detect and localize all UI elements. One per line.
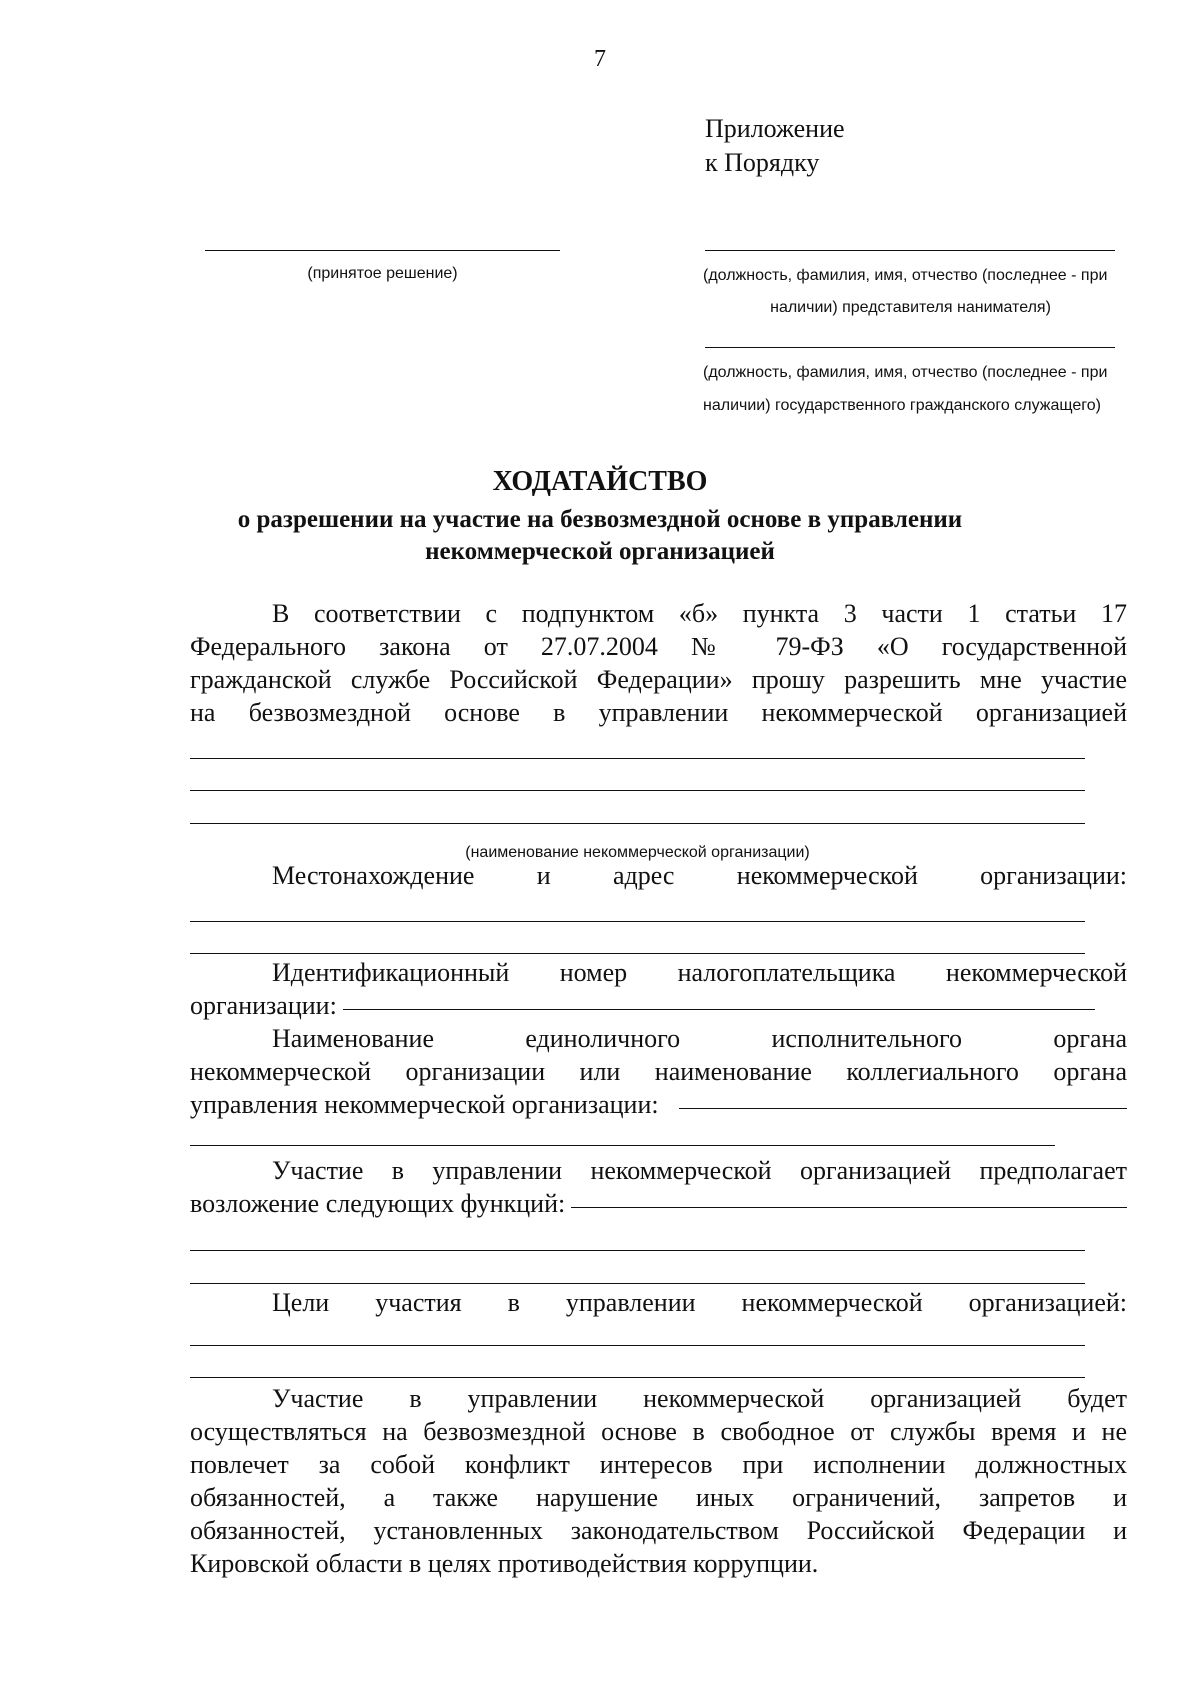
p7-line-5: обязанностей, установленных законодательством Российской Федерации и <box>190 1516 1127 1545</box>
p3-line-1: Идентификационный номер налогоплательщика некоммерческой <box>272 958 1127 987</box>
p7-line-4: обязанностей, а также нарушение иных ограничений, запретов и <box>190 1483 1127 1512</box>
p4-line-3-row <box>190 1089 1127 1121</box>
document-subtitle <box>0 504 1200 568</box>
p1-line-2: Федерального закона от 27.07.2004 № 79-ФЗ «О государственной <box>190 632 1127 661</box>
org-name-line-2[interactable] <box>190 790 1085 791</box>
p7-line-6: Кировской области в целях противодействия коррупции. <box>190 1549 819 1578</box>
p7-line-3: повлечет за собой конфликт интересов при исполнении должностных <box>190 1450 1127 1479</box>
p4-line-2: некоммерческой организации или наименование коллегиального органа <box>190 1057 1127 1086</box>
functions-line-1[interactable] <box>571 1207 1127 1208</box>
appendix-note <box>705 112 845 180</box>
p7-line-2: осуществляться на безвозмездной основе в свободное от службы время и не <box>190 1417 1127 1446</box>
servant-caption-2: наличии) государственного гражданского служащего) <box>703 397 1101 414</box>
p5-line-2: возложение следующих функций: <box>190 1189 566 1218</box>
p5-line-1: Участие в управлении некоммерческой организацией предполагает <box>272 1156 1127 1185</box>
goals-line-2[interactable] <box>190 1377 1085 1378</box>
p3-line-2: организации: <box>190 991 337 1020</box>
p1-line-3: гражданской службе Российской Федерации» прошу разрешить мне участие <box>190 665 1127 694</box>
p1-line-1: В соответствии с подпунктом «б» пункта 3 части 1 статьи 17 <box>272 599 1127 628</box>
body-name-line-1[interactable] <box>679 1108 1127 1109</box>
location-line-2[interactable] <box>190 953 1085 954</box>
employer-line[interactable] <box>705 250 1115 251</box>
subtitle-line-1: о разрешении на участие на безвозмездной основе в управлении <box>237 506 963 533</box>
document-title: ХОДАТАЙСТВО <box>492 466 708 497</box>
inn-line[interactable] <box>343 1009 1095 1010</box>
p5-line-2-row <box>190 1188 1127 1220</box>
p4-line-3: управления некоммерческой организации: <box>190 1090 659 1119</box>
functions-line-2[interactable] <box>190 1250 1085 1251</box>
appendix-line-2: к Порядку <box>705 148 820 177</box>
p4-line-1: Наименование единоличного исполнительного органа <box>272 1024 1127 1053</box>
p3-line-2-row <box>190 990 1127 1022</box>
p2-location: Местонахождение и адрес некоммерческой организации: <box>272 861 1127 890</box>
p1-line-4: на безвозмездной основе в управлении некоммерческой организацией <box>190 698 1127 727</box>
servant-line[interactable] <box>705 347 1115 348</box>
p6-goals: Цели участия в управлении некоммерческой организацией: <box>272 1288 1127 1317</box>
decision-caption: (принятое решение) <box>307 265 458 282</box>
org-name-line-1[interactable] <box>190 758 1085 759</box>
location-line-1[interactable] <box>190 921 1085 922</box>
decision-line[interactable] <box>205 250 560 251</box>
employer-caption-1: (должность, фамилия, имя, отчество (последнее - при <box>703 267 1108 284</box>
goals-line-1[interactable] <box>190 1345 1085 1346</box>
employer-caption-2: наличии) представителя нанимателя) <box>770 299 1051 316</box>
body-name-line-2[interactable] <box>190 1145 1055 1146</box>
servant-caption-1: (должность, фамилия, имя, отчество (последнее - при <box>703 364 1108 381</box>
page-number: 7 <box>594 46 606 72</box>
functions-line-3[interactable] <box>190 1283 1085 1284</box>
p7-line-1: Участие в управлении некоммерческой организацией будет <box>272 1384 1127 1413</box>
appendix-line-1: Приложение <box>705 114 845 143</box>
subtitle-line-2: некоммерческой организацией <box>425 538 775 565</box>
org-name-line-3[interactable] <box>190 823 1085 824</box>
org-name-caption: (наименование некоммерческой организации) <box>465 844 810 861</box>
